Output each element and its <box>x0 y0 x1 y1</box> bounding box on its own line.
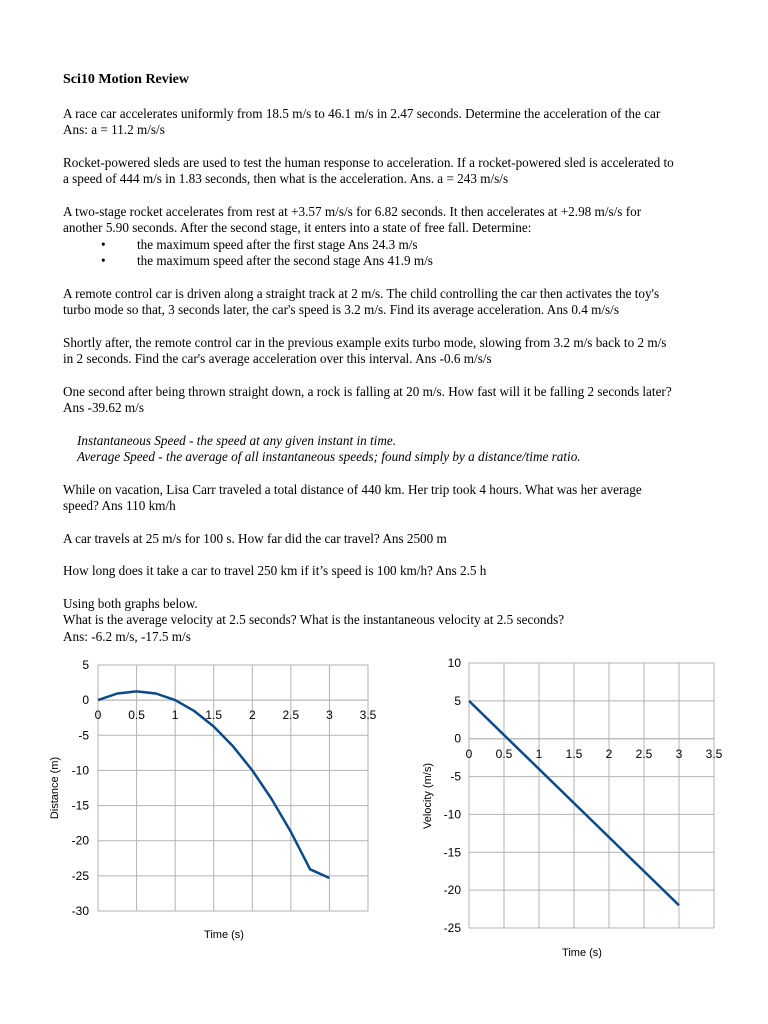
x-axis-label: Time (s) <box>562 947 602 959</box>
question-line: Ans: -6.2 m/s, -17.5 m/s <box>63 628 191 644</box>
y-tick-label: -10 <box>443 807 461 822</box>
question-line: in 2 seconds. Find the car's average acceleration over this interval. Ans -0.6 m/s/s <box>63 351 492 366</box>
y-axis-label: Distance (m) <box>49 756 61 820</box>
definition-line: Instantaneous Speed - the speed at any given instant in time. <box>77 432 396 448</box>
question-line: speed? Ans 110 km/h <box>63 498 176 513</box>
question-line: What is the average velocity at 2.5 seconds? What is the instantaneous velocity at 2.5 seconds? <box>63 612 565 627</box>
y-tick-label: 0 <box>454 731 461 746</box>
y-axis-label: Velocity (m/s) <box>422 762 434 830</box>
question-line: another 5.90 seconds. After the second stage, it enters into a state of free fall. Determine: <box>63 220 532 235</box>
x-tick-label: 3.5 <box>705 747 723 761</box>
question-line: A car travels at 25 m/s for 100 s. How far did the car travel? Ans 2500 m <box>63 530 447 546</box>
y-tick-label: -25 <box>443 921 461 935</box>
x-tick-label: 0.5 <box>128 708 145 722</box>
x-tick-label: 2.5 <box>635 747 653 761</box>
x-tick-label: 1 <box>171 708 179 722</box>
question-line: Ans -39.62 m/s <box>63 400 144 415</box>
question-line: turbo mode so that, 3 seconds later, the car's speed is 3.2 m/s. Find its average acceleration. Ans 0.4 m/s/s <box>63 302 619 317</box>
y-tick-label: -30 <box>71 904 89 918</box>
x-tick-label: 0 <box>465 747 473 761</box>
y-tick-label: 5 <box>454 693 461 708</box>
question-line: Shortly after, the remote control car in the previous example exits turbo mode, slowing from 3.2 m/s back to 2 m/s <box>63 334 667 350</box>
question-line: A remote control car is driven along a straight track at 2 m/s. The child controlling the car then activates the toy's <box>63 285 660 301</box>
bullet-text: the maximum speed after the first stage Ans 24.3 m/s <box>137 236 418 252</box>
velocity-chart <box>422 656 723 959</box>
x-tick-label: 3.5 <box>359 708 377 722</box>
y-tick-label: -25 <box>71 868 89 883</box>
question-line: Using both graphs below. <box>63 595 198 611</box>
question-line: Rocket-powered sleds are used to test the human response to acceleration. If a rocket-powered sled is accelerated to <box>63 154 674 170</box>
y-tick-label: -5 <box>450 769 461 784</box>
question-line: Ans: a = 11.2 m/s/s <box>63 122 165 137</box>
question-line: How long does it take a car to travel 250 km if it’s speed is 100 km/h? Ans 2.5 h <box>63 563 487 578</box>
definition-line: Average Speed - the average of all instantaneous speeds; found simply by a distance/time ratio. <box>77 449 581 464</box>
y-tick-label: -20 <box>443 883 461 898</box>
y-tick-label: 10 <box>447 656 461 670</box>
question-line: While on vacation, Lisa Carr traveled a total distance of 440 km. Her trip took 4 hours. What was her average <box>63 481 642 497</box>
x-tick-label: 0.5 <box>495 747 513 761</box>
x-tick-label: 3 <box>326 708 333 722</box>
x-tick-label: 1.5 <box>205 708 223 722</box>
x-tick-label: 1 <box>535 747 543 761</box>
y-tick-label: 0 <box>82 693 89 708</box>
x-tick-label: 1.5 <box>565 747 583 761</box>
y-tick-label: -10 <box>71 763 89 778</box>
question-line: A two-stage rocket accelerates from rest at +3.57 m/s/s for 6.82 seconds. It then accelerates at +2.98 m/s/s for <box>63 203 642 219</box>
bullet-icon: • <box>101 253 106 268</box>
x-tick-label: 2 <box>605 747 613 761</box>
x-tick-label: 2.5 <box>282 708 300 722</box>
y-tick-label: -20 <box>71 833 89 848</box>
x-tick-label: 0 <box>94 708 102 722</box>
question-line: One second after being thrown straight down, a rock is falling at 20 m/s. How fast will it be falling 2 seconds later? <box>63 383 672 399</box>
bullet-icon: • <box>101 236 106 252</box>
question-line: a speed of 444 m/s in 1.83 seconds, then what is the acceleration. Ans. a = 243 m/s/s <box>63 171 509 186</box>
bullet-text: the maximum speed after the second stage Ans 41.9 m/s <box>137 253 433 268</box>
x-axis-label: Time (s) <box>204 929 244 941</box>
y-tick-label: 5 <box>82 658 89 672</box>
page-title: Sci10 Motion Review <box>63 72 189 87</box>
question-line: A race car accelerates uniformly from 18.5 m/s to 46.1 m/s in 2.47 seconds. Determine the acceleration of the car <box>63 105 661 121</box>
y-tick-label: -15 <box>443 845 461 860</box>
distance-chart <box>49 658 377 941</box>
y-tick-label: -5 <box>78 728 89 743</box>
x-tick-label: 2 <box>248 708 256 722</box>
y-tick-label: -15 <box>71 798 89 813</box>
x-tick-label: 3 <box>675 747 683 761</box>
